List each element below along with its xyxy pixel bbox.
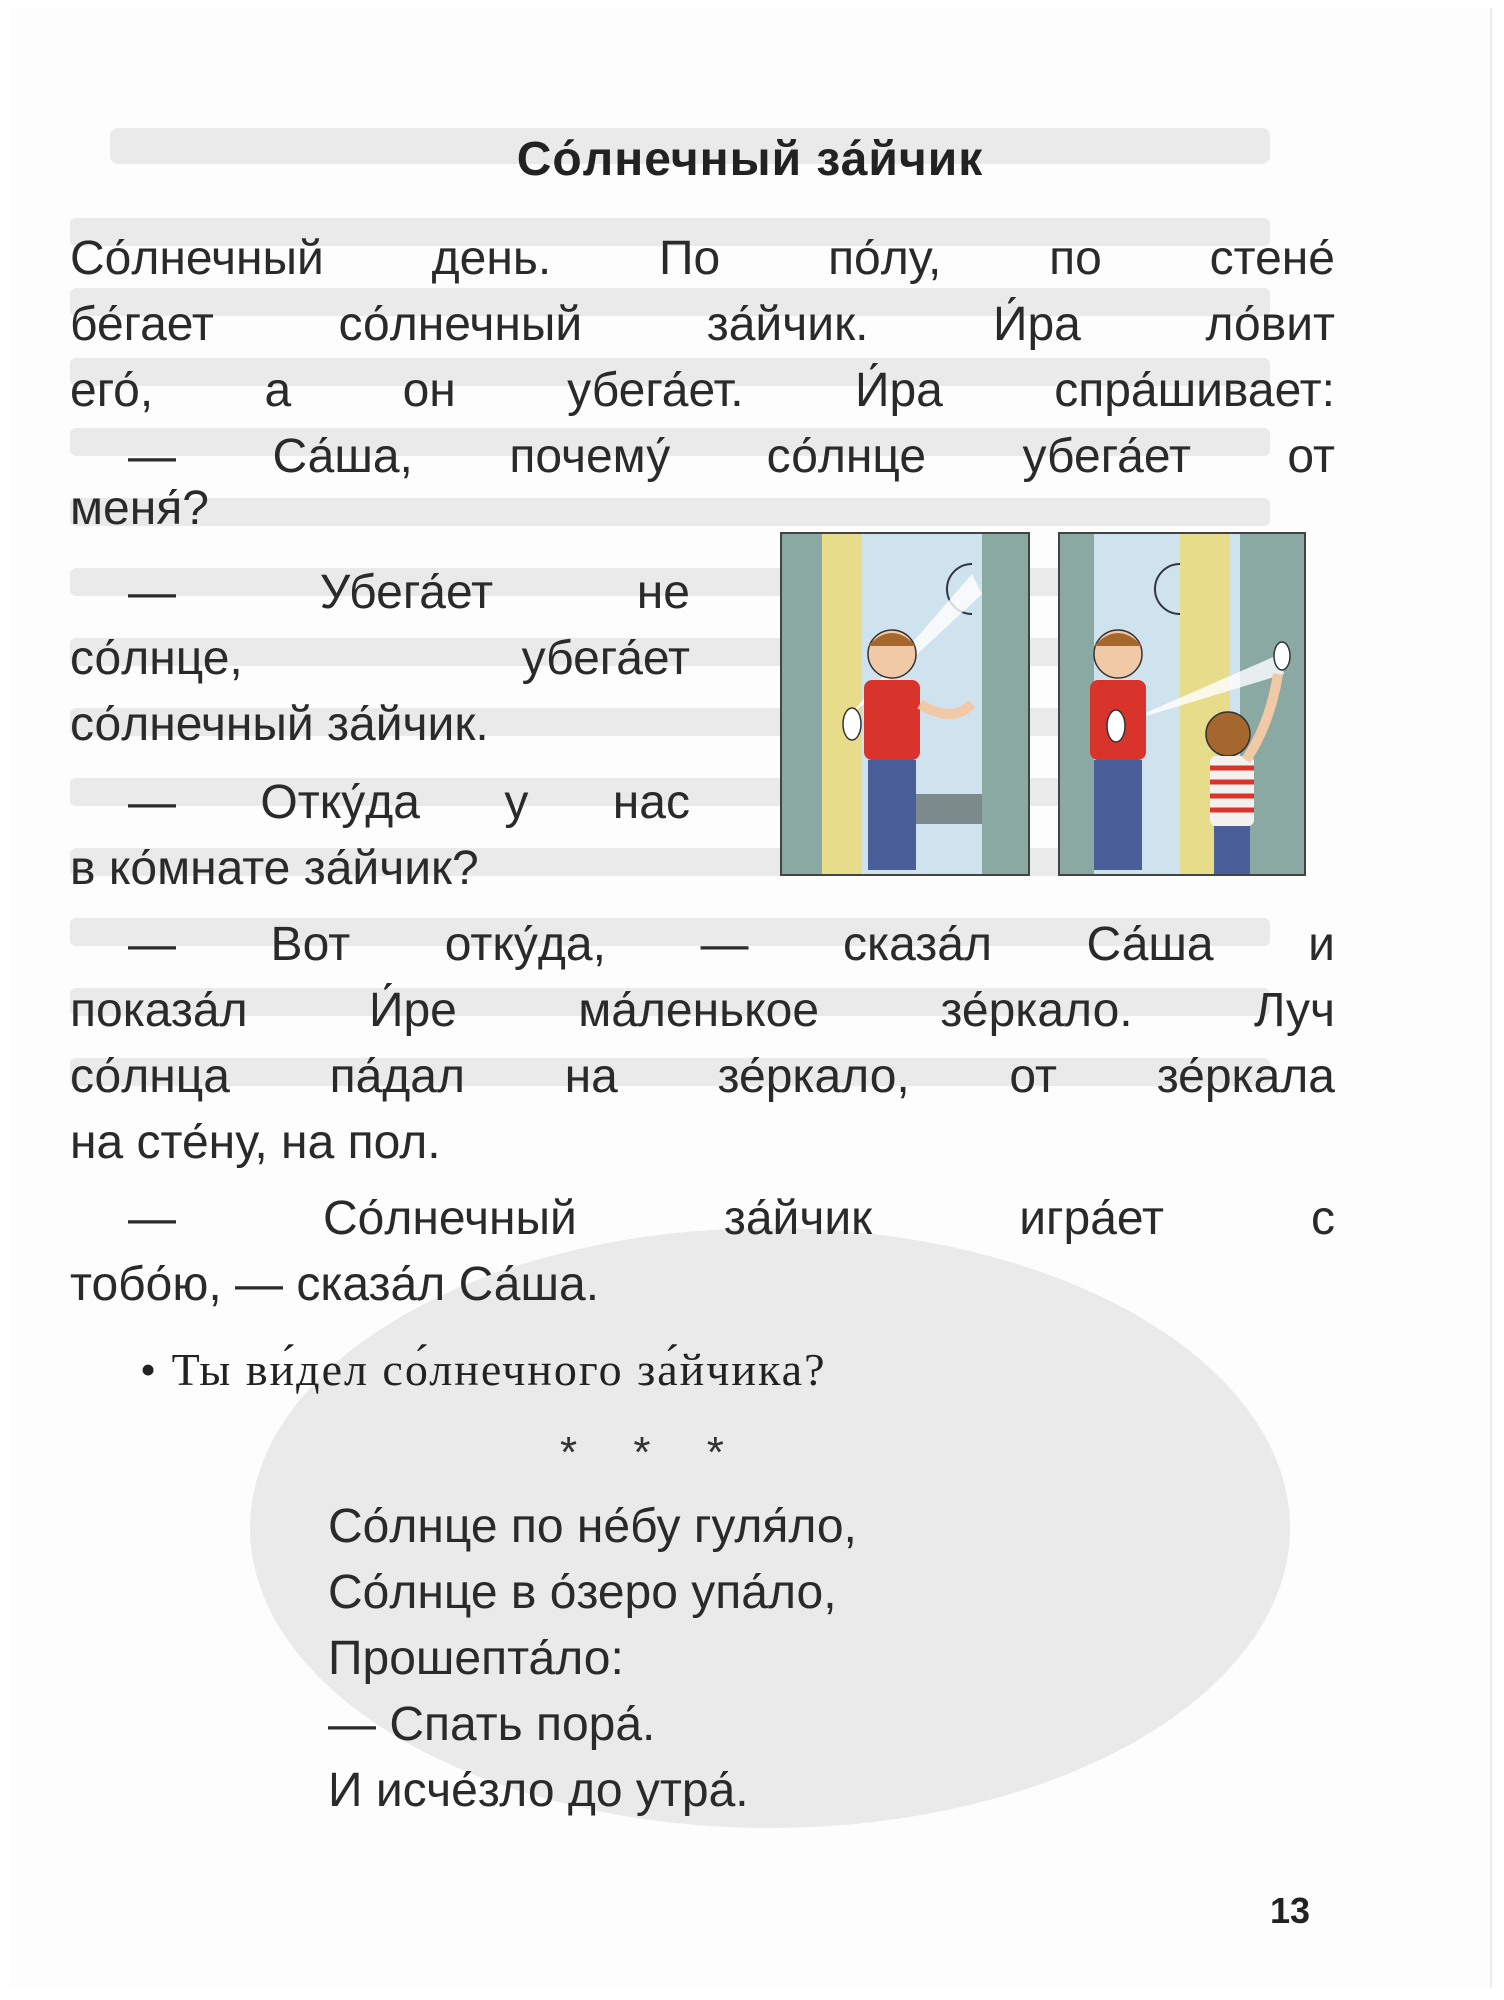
book-page (10, 8, 1492, 1988)
story-line: со́лнечный за́йчик. (70, 698, 489, 751)
story-line: со́лнце, убега́ет (70, 632, 690, 685)
story-line: — Вот отку́да, — сказа́л Са́ша и (128, 918, 1335, 971)
story-line: показа́л И́ре ма́ленькое зе́ркало. Луч (70, 984, 1335, 1037)
story-line: Со́лнечный день. По по́лу, по стене́ (70, 232, 1335, 285)
bullet-icon: • (140, 1344, 172, 1395)
illustration-boy-with-mirror (780, 532, 1030, 876)
story-line: — Убега́ет не (128, 566, 690, 619)
story-line: со́лнца па́дал на зе́ркало, от зе́ркала (70, 1050, 1335, 1103)
story-line: — Са́ша, почему́ со́лнце убега́ет от (128, 430, 1335, 483)
story-line: на сте́ну, на пол. (70, 1116, 441, 1169)
illustration-children-with-sunbeam (1058, 532, 1306, 876)
poem-line: — Спать пора́. (328, 1698, 656, 1751)
question-text: Ты ви́дел со́лнечного за́йчика? (171, 1344, 827, 1395)
story-line: — Отку́да у нас (128, 776, 690, 829)
story-title: Со́лнечный за́йчик (516, 133, 984, 186)
illustration-children-with-sunbeam-drawing (1060, 534, 1304, 874)
story-line: его́, а он убега́ет. И́ра спра́шивает: (70, 364, 1335, 417)
illustration-boy-with-mirror-drawing (782, 534, 1028, 874)
question (140, 1343, 827, 1396)
page-number: 13 (1270, 1890, 1311, 1931)
story-line: меня́? (70, 482, 209, 535)
story-line: — Со́лнечный за́йчик игра́ет с (128, 1192, 1335, 1245)
story-line: бе́гает со́лнечный за́йчик. И́ра ло́вит (70, 298, 1335, 351)
poem-line: Со́лнце в о́зеро упа́ло, (328, 1566, 837, 1619)
poem-line: Прошепта́ло: (328, 1632, 624, 1685)
story-line: тобо́ю, — сказа́л Са́ша. (70, 1258, 600, 1311)
poem-separator-stars: * * * (560, 1428, 746, 1477)
story-line: в ко́мнате за́йчик? (70, 842, 479, 895)
poem-line: Со́лнце по не́бу гуля́ло, (328, 1500, 857, 1553)
poem-line: И исче́зло до утра́. (328, 1764, 749, 1817)
